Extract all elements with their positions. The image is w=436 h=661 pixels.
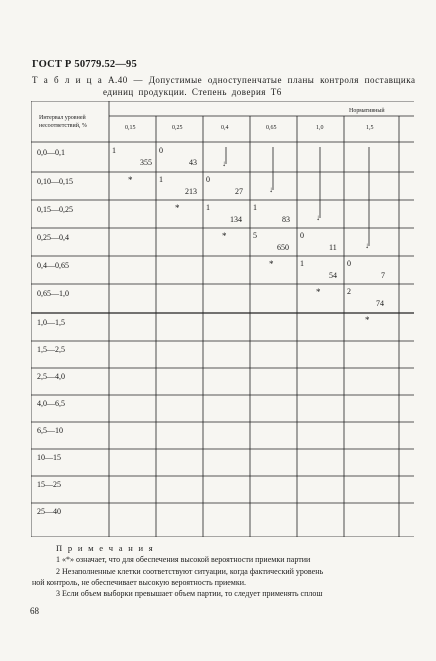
star-marker: * [269, 259, 274, 269]
cell-acceptance-number: 0 [206, 175, 210, 184]
column-header: 0,4 [221, 125, 229, 131]
cell-acceptance-number: 2 [347, 287, 351, 296]
column-header: 0,25 [172, 125, 183, 131]
row-label: 0,25—0,4 [37, 233, 69, 242]
note-item: 2 Незаполненные клетки соответствуют ситуации, когда фактический уровень [56, 567, 324, 576]
cell-sample-size: 54 [329, 271, 337, 280]
down-arrow-icon: ↓ [365, 241, 369, 250]
row-label: 0,4—0,65 [37, 261, 69, 270]
column-header: 0,15 [125, 125, 136, 131]
row-label: 0,0—0,1 [37, 148, 65, 157]
cell-acceptance-number: 0 [347, 259, 351, 268]
row-label: 6,5—10 [37, 426, 63, 435]
corner-header-line-2: несоответствий, % [39, 123, 87, 129]
cell-sample-size: 650 [277, 243, 289, 252]
column-header: 1,5 [366, 125, 374, 131]
cell-sample-size: 7 [381, 271, 385, 280]
star-marker: * [222, 231, 227, 241]
cell-acceptance-number: 5 [253, 231, 257, 240]
table-caption-line-2: единиц продукции. Степень доверия Т6 [103, 87, 282, 97]
cell-acceptance-number: 1 [159, 175, 163, 184]
star-marker: * [365, 315, 370, 325]
row-label: 0,10—0,15 [37, 177, 73, 186]
cell-sample-size: 83 [282, 215, 290, 224]
star-marker: * [128, 175, 133, 185]
row-label: 0,15—0,25 [37, 205, 73, 214]
cell-sample-size: 27 [235, 187, 243, 196]
column-header: 0,65 [266, 125, 277, 131]
table-caption-line-1: Т а б л и ц а А.40 — Допустимые одноступенчатые планы контроля поставщика [32, 75, 416, 85]
cell-sample-size: 134 [230, 215, 242, 224]
cell-acceptance-number: 0 [159, 146, 163, 155]
acceptance-plans-table [31, 101, 414, 537]
note-item: 3 Если объем выборки превышает объем партии, то следует применять сплош [56, 589, 323, 598]
page-number: 68 [30, 606, 39, 616]
star-marker: * [175, 203, 180, 213]
row-label: 1,5—2,5 [37, 345, 65, 354]
group-header: Нормативный [349, 108, 385, 114]
row-label: 2,5—4,0 [37, 372, 65, 381]
cell-acceptance-number: 1 [253, 203, 257, 212]
cell-sample-size: 355 [140, 158, 152, 167]
cell-acceptance-number: 1 [206, 203, 210, 212]
notes-title: П р и м е ч а н и я [56, 543, 155, 553]
row-label: 10—15 [37, 453, 61, 462]
row-label: 25—40 [37, 507, 61, 516]
corner-header-line-1: Интервал уровней [39, 115, 86, 121]
row-label: 4,0—6,5 [37, 399, 65, 408]
note-item: 1 «*» означает, что для обеспечения высокой вероятности приемки партии [56, 555, 311, 564]
cell-sample-size: 74 [376, 299, 384, 308]
row-label: 15—25 [37, 480, 61, 489]
down-arrow-icon: ↓ [222, 159, 226, 168]
standard-designation: ГОСТ Р 50779.52—95 [32, 59, 137, 70]
column-header: 1,0 [316, 125, 324, 131]
cell-acceptance-number: 1 [300, 259, 304, 268]
cell-sample-size: 213 [185, 187, 197, 196]
cell-acceptance-number: 0 [300, 231, 304, 240]
row-label: 0,65—1,0 [37, 289, 69, 298]
down-arrow-icon: ↓ [269, 185, 273, 194]
star-marker: * [316, 287, 321, 297]
cell-sample-size: 11 [329, 243, 337, 252]
row-label: 1,0—1,5 [37, 318, 65, 327]
note-item: ной контроль, не обеспечивает высокую вероятность приемки. [32, 578, 247, 587]
cell-acceptance-number: 1 [112, 146, 116, 155]
cell-sample-size: 43 [189, 158, 197, 167]
down-arrow-icon: ↓ [316, 213, 320, 222]
